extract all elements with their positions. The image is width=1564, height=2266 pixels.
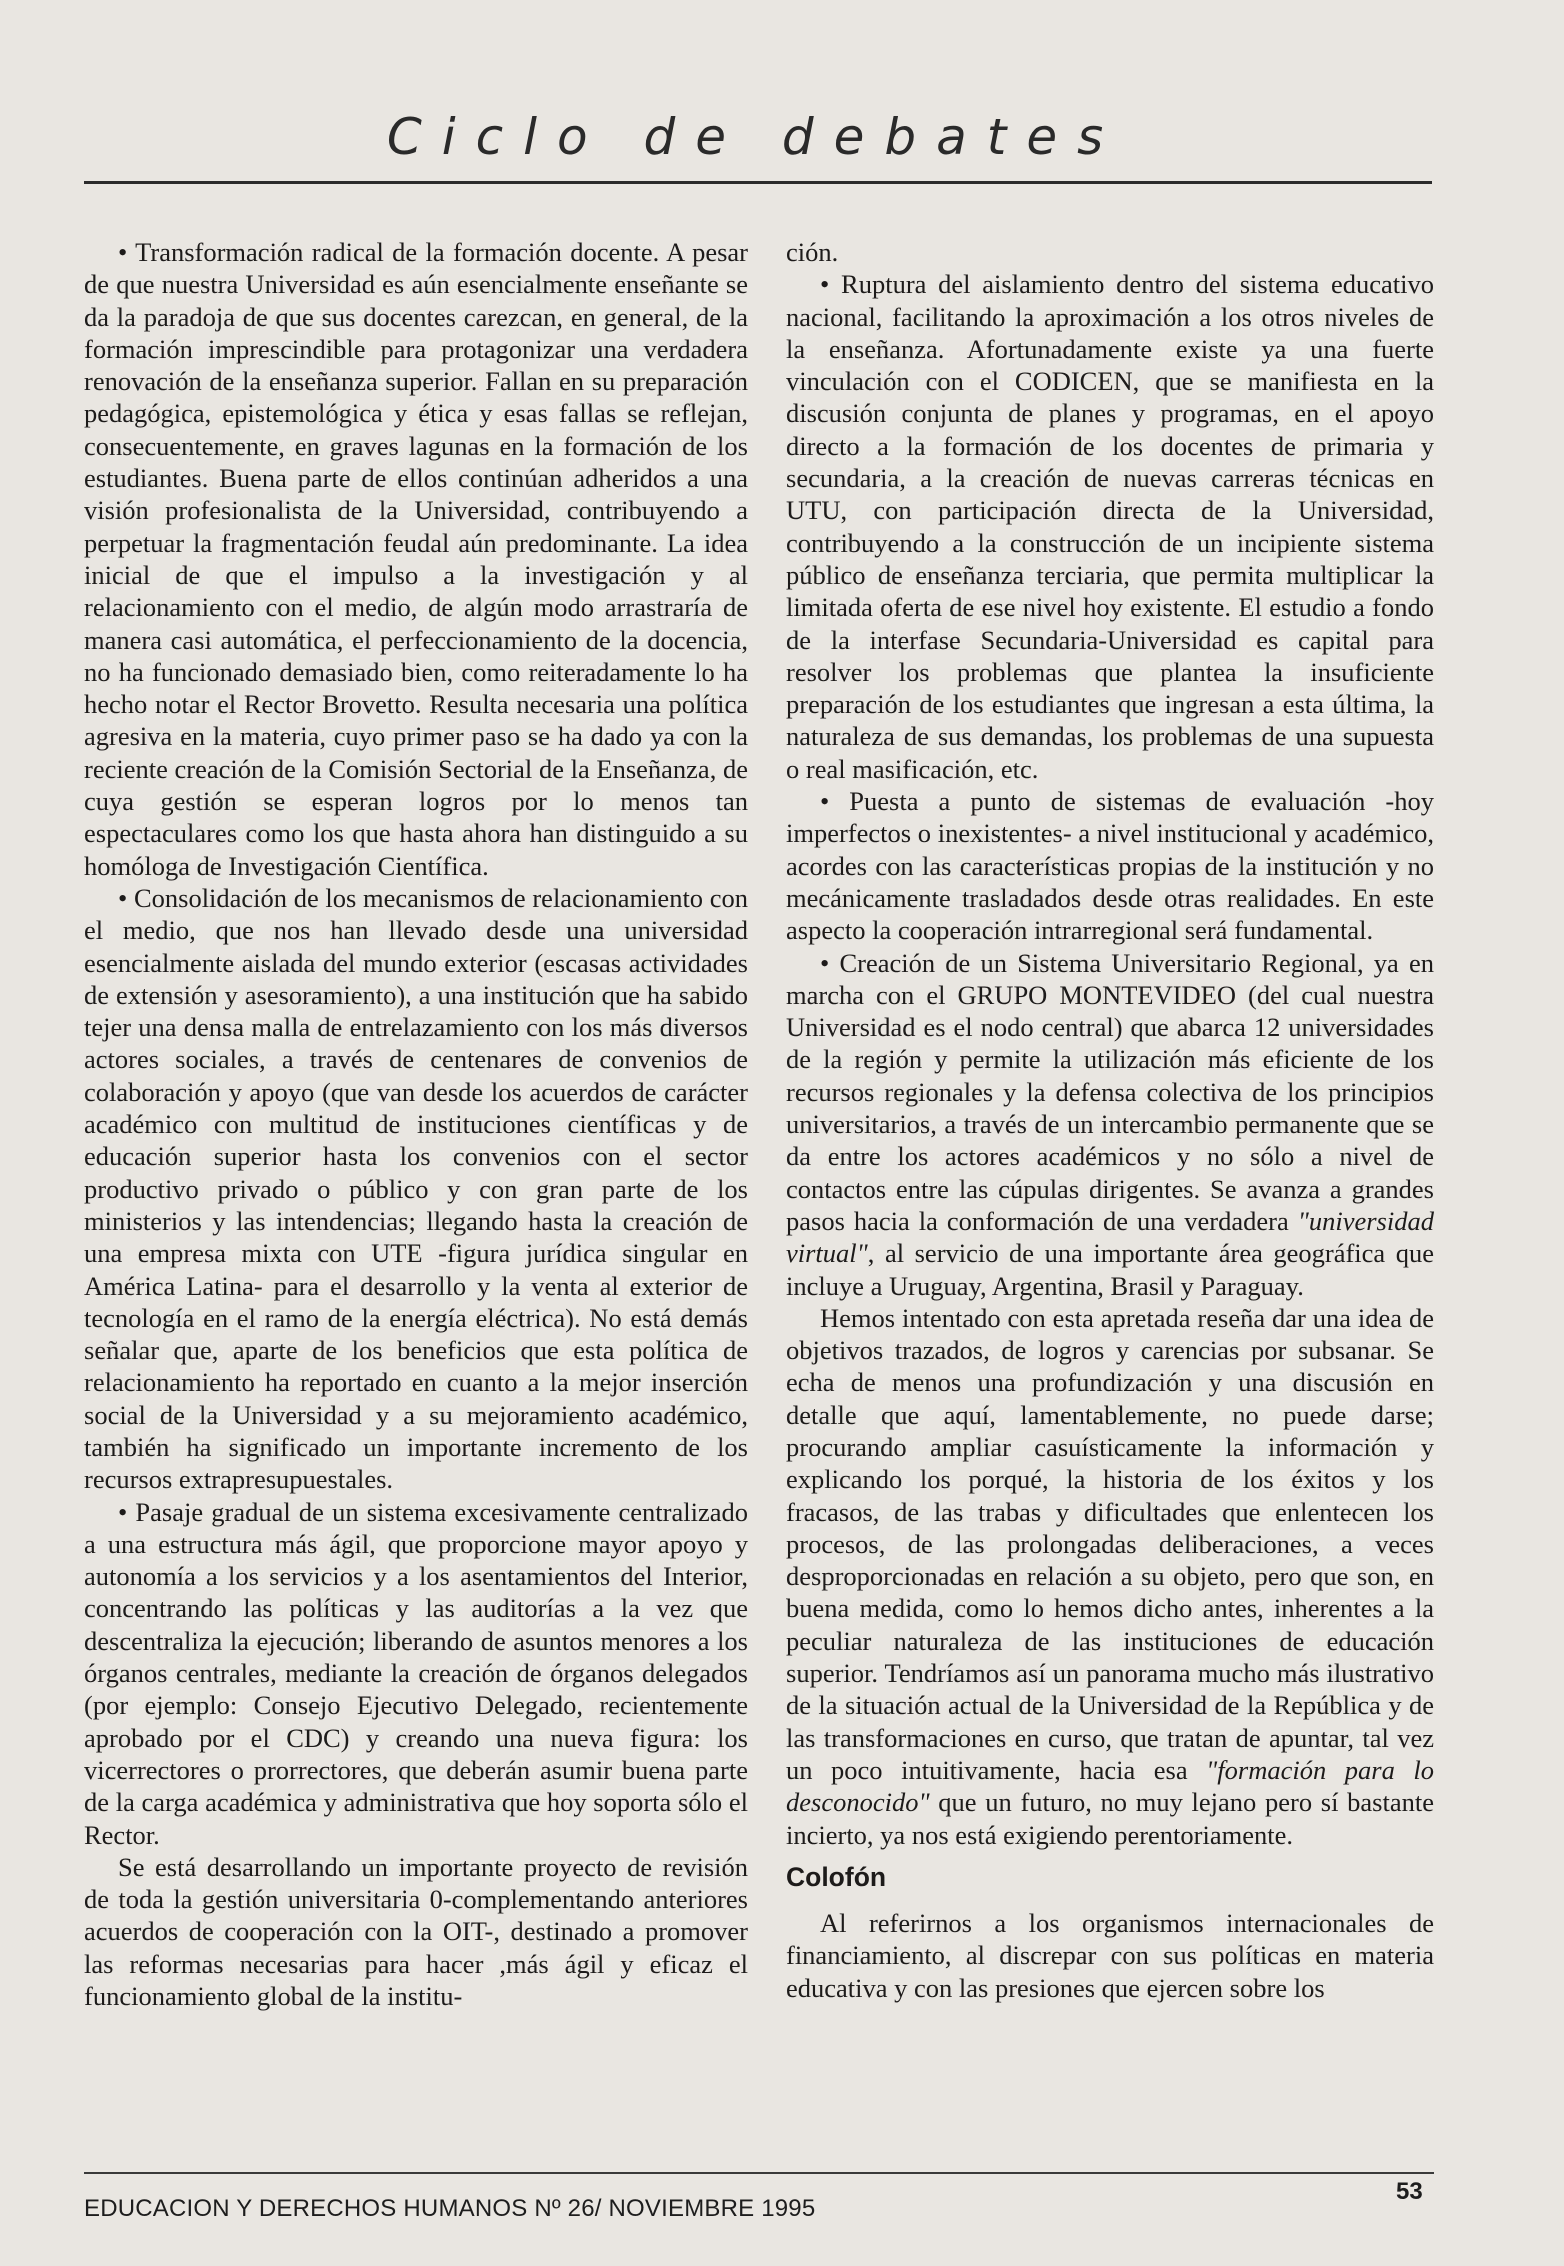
italic-formacion-desconocido: "formación para lo desconocido" bbox=[786, 1754, 1434, 1818]
italic-universidad-virtual: "universidad virtual" bbox=[786, 1205, 1434, 1269]
paragraph-relacionamiento: • Consolidación de los mecanismos de relacionamiento con el medio, que nos han llevado desde una universidad esencialmente aislada del mundo exterior (escasas actividades de extensión y asesoramiento), a una institución que ha sabido tejer una densa malla de entrelazamiento con los más diversos actores sociales, a través de centenares de convenios de colaboración y apoyo (que van desde los acuerdos de carácter académico con multitud de instituciones científicas y de educación superior hasta los convenios con el sector productivo privado o público y con gran parte de los ministerios y las intendencias; llegando hasta la creación de una empresa mixta con UTE -figura jurídica singular en América Latina- para el desarrollo y la venta al exterior de tecnología en el ramo de la energía eléctrica). No está demás señalar que, aparte de los beneficios que esta política de relacionamiento ha reportado en cuanto a la mejor inserción social de la Universidad y a su mejoramiento académico, también ha significado un importante incremento de los recursos extrapresupuestales. bbox=[84, 882, 748, 1495]
paragraph-gestion: Se está desarrollando un importante proyecto de revisión de toda la gestión universitaria 0-complementando anteriores acuerdos de cooperación con la OIT-, destinado a promover las reformas necesarias para hacer ,más ágil y eficaz el funcionamiento global de la institu- bbox=[84, 1851, 748, 2012]
paragraph-sistema-regional-text-a: • Creación de un Sistema Universitario Regional, ya en marcha con el GRUPO MONTEVIDEO (del cual nuestra Universidad es el nodo central) que abarca 12 universidades de la región y permite la utilización más eficiente de los recursos regionales y la defensa colectiva de los principios universitarios, a través de un intercambio permanente que se da entre los actores académicos y no sólo a nivel de contactos entre las cúpulas dirigentes. Se avanza a grandes pasos hacia la conformación de una verdadera bbox=[786, 947, 1434, 1236]
paragraph-resena bbox=[786, 1302, 1434, 1851]
paragraph-sistema-regional bbox=[786, 947, 1434, 1302]
paragraph-formacion-docente: • Transformación radical de la formación docente. A pesar de que nuestra Universidad es aún esencialmente enseñante se da la paradoja de que sus docentes carezcan, en general, de la formación imprescindible para protagonizar una verdadera renovación de la enseñanza superior. Fallan en su preparación pedagógica, epistemológica y ética y esas fallas se reflejan, consecuentemente, en graves lagunas en la formación de los estudiantes. Buena parte de ellos continúan adheridos a una visión profesionalista de la Universidad, contribuyendo a perpetuar la fragmentación feudal aún predominante. La idea inicial de que el impulso a la investigación y al relacionamiento con el medio, de algún modo arrastraría de manera casi automática, el perfeccionamiento de la docencia, no ha funcionado demasiado bien, como reiteradamente lo ha hecho notar el Rector Brovetto. Resulta necesaria una política agresiva en la materia, cuyo primer paso se ha dado ya con la reciente creación de la Comisión Sectorial de la Enseñanza, de cuya gestión se esperan logros por lo menos tan espectaculares como los que hasta ahora han distinguido a su homóloga de Investigación Científica. bbox=[84, 237, 748, 881]
paragraph-sistema-regional-text-b: , al servicio de una importante área geográfica que incluye a Uruguay, Argentina, Brasil y Paraguay. bbox=[786, 1238, 1434, 1301]
left-column bbox=[84, 236, 748, 2012]
header-divider bbox=[84, 181, 1432, 184]
paragraph-descentralizacion: • Pasaje gradual de un sistema excesivamente centralizado a una estructura más ágil, que proporcione mayor apoyo y autonomía a los servicios y a los asentamientos del Interior, concentrando las políticas y las auditorías a la vez que descentraliza la ejecución; liberando de asuntos menores a los órganos centrales, mediante la creación de órganos delegados (por ejemplo: Consejo Ejecutivo Delegado, recientemente aprobado por el CDC) y creando una nueva figura: los vicerrectores o prorrectores, que deberán asumir buena parte de la carga académica y administrativa que hoy soporta sólo el Rector. bbox=[84, 1496, 748, 1850]
paragraph-evaluacion: • Puesta a punto de sistemas de evaluación -hoy imperfectos o inexistentes- a nivel institucional y académico, acordes con las características propias de la institución y no mecánicamente trasladados desde otras realidades. En este aspecto la cooperación intrarregional será fundamental. bbox=[786, 786, 1434, 946]
paragraph-resena-text-a: Hemos intentado con esta apretada reseña dar una idea de objetivos trazados, de logros y carencias por subsanar. Se echa de menos una profundización y una discusión en detalle que aquí, lamentablemente, no puede darse; procurando ampliar casuísticamente la información y explicando los porqué, la historia de los éxitos y los fracasos, de las trabas y dificultades que enlentecen los procesos, de las prolongadas deliberaciones, a veces desproporcionadas en relación a su objeto, pero que son, en buena medida, como lo hemos dicho antes, inherentes a la peculiar naturaleza de las instituciones de educación superior. Tendríamos así un panorama mucho más ilustrativo de la situación actual de la Universidad de la República y de las transformaciones en curso, que tratan de apuntar, tal vez un poco intuitivamente, hacia esa bbox=[786, 1302, 1434, 1785]
paragraph-continuation: ción. bbox=[786, 237, 839, 267]
section-title: Ciclo de debates bbox=[386, 108, 1124, 166]
publication-footer: EDUCACION Y DERECHOS HUMANOS Nº 26/ NOVIEMBRE 1995 bbox=[84, 2195, 816, 2222]
paragraph-ruptura-aislamiento: • Ruptura del aislamiento dentro del sistema educativo nacional, facilitando la aproximación a los otros niveles de la enseñanza. Afortunadamente existe ya una fuerte vinculación con el CODICEN, que se manifiesta en la discusión conjunta de planes y programas, en el apoyo directo a la formación de los docentes de primaria y secundaria, a la creación de nuevas carreras técnicas en UTU, con participación directa de la Universidad, contribuyendo a la construcción de un incipiente sistema público de enseñanza terciaria, que permita multiplicar la limitada oferta de ese nivel hoy existente. El estudio a fondo de la interfase Secundaria-Universidad es capital para resolver los problemas que plantea la insuficiente preparación de los estudiantes que ingresan a esta última, la naturaleza de sus demandas, los problemas de una supuesta o real masificación, etc. bbox=[786, 269, 1434, 784]
right-column bbox=[786, 236, 1434, 2004]
subheading-colofon: Colofón bbox=[786, 1861, 887, 1892]
paragraph-resena-text-b: que un futuro, no muy lejano pero sí bastante incierto, ya nos está exigiendo perentoriamente. bbox=[786, 1787, 1434, 1850]
paragraph-colofon: Al referirnos a los organismos internacionales de financiamiento, al discrepar con sus políticas en materia educativa y con las presiones que ejercen sobre los bbox=[786, 1908, 1434, 2003]
page-number: 53 bbox=[1396, 2178, 1423, 2205]
footer-divider bbox=[84, 2172, 1434, 2174]
